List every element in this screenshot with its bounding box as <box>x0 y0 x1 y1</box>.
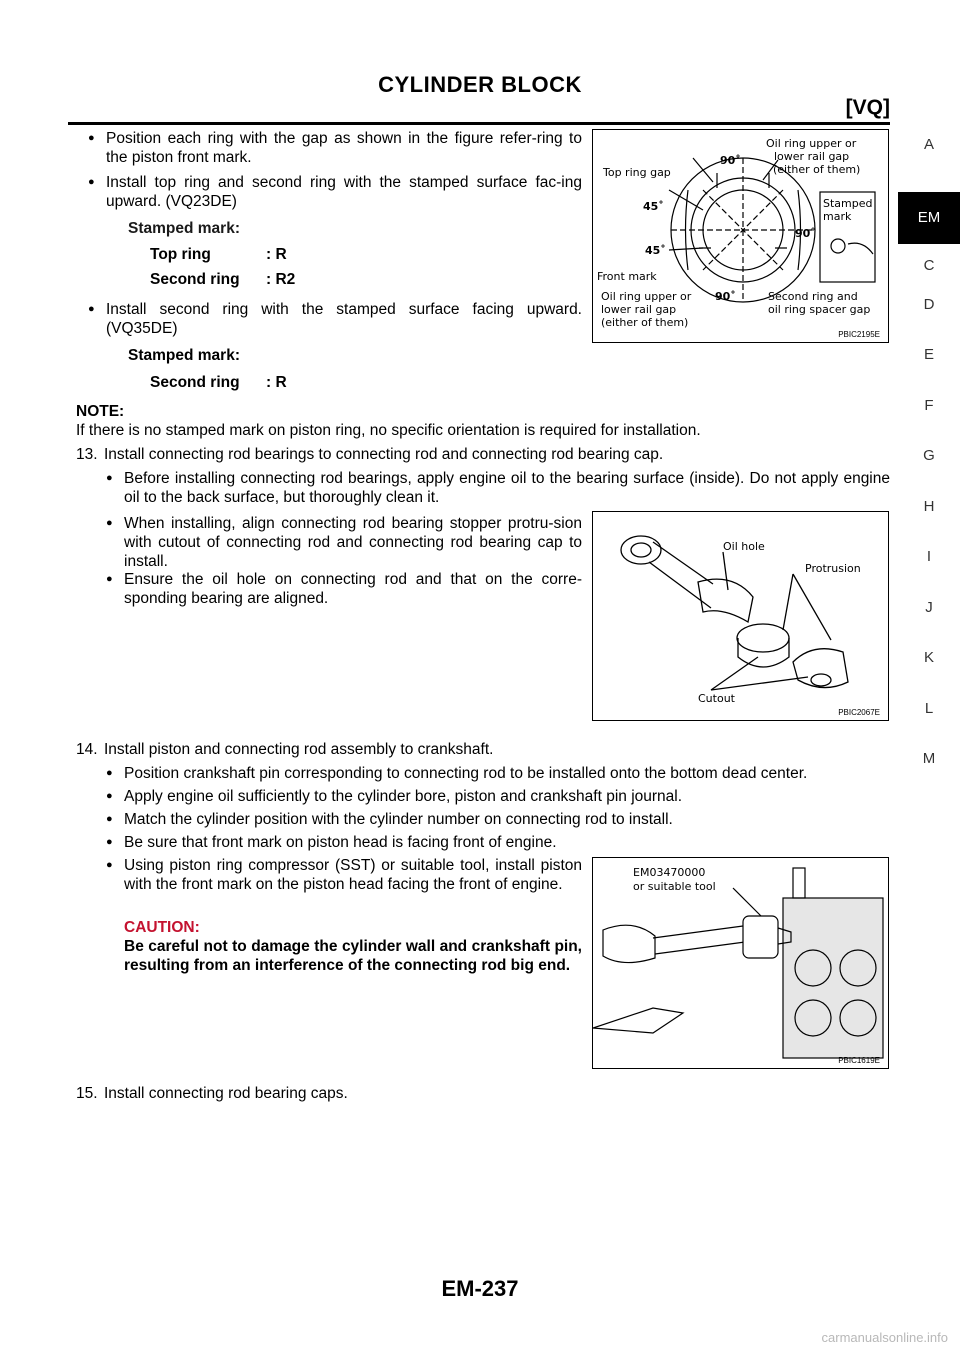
step-text: Install connecting rod bearings to connecting rod and connecting rod bearing cap. <box>104 446 664 463</box>
compressor-instruction: Using piston ring compressor (SST) or suitable tool, install piston with the front mark on the piston head facing the front of engine. <box>124 857 582 893</box>
bullet-icon: ● <box>106 836 113 848</box>
note-label: NOTE: <box>76 403 125 420</box>
crankshaft-pin-instruction: Position crankshaft pin corresponding to connecting rod to be installed onto the bottom dead center. <box>124 765 808 782</box>
vq35de-instruction: Install second ring with the stamped surface facing upward. (VQ35DE) <box>106 301 582 337</box>
mark-label: mark <box>823 210 852 223</box>
stamped-mark-label: Stamped mark: <box>128 220 240 237</box>
cutout-label: Cutout <box>698 692 735 705</box>
page-title: CYLINDER BLOCK <box>378 72 582 97</box>
second-ring-name-2: Second ring <box>150 374 240 391</box>
tab-c[interactable]: C <box>923 257 935 274</box>
note-text: If there is no stamped mark on piston ring, no specific orientation is required for installation. <box>76 422 701 439</box>
bullet-icon: ● <box>106 859 113 871</box>
stamped-mark-label-2: Stamped mark: <box>128 347 240 364</box>
either-of-them-label-2: (either of them) <box>601 316 689 329</box>
step-text: Install connecting rod bearing caps. <box>104 1085 348 1102</box>
compressor-figure <box>592 857 889 1069</box>
tab-d[interactable]: D <box>923 295 935 313</box>
angle-45-upper: 45˚ <box>643 200 664 213</box>
caution-text: Be careful not to damage the cylinder wall and crankshaft pin, resulting from an interference of the connecting rod big end. <box>124 938 582 974</box>
oil-ring-upper-label-2: Oil ring upper or <box>601 290 692 303</box>
cylinder-match-instruction: Match the cylinder position with the cylinder number on connecting rod to install. <box>124 811 673 828</box>
front-mark-instruction: Be sure that front mark on piston head is facing front of engine. <box>124 834 557 851</box>
oil-hole-alignment-instruction: Ensure the oil hole on connecting rod and that on the corre-sponding bearing are aligned. <box>124 571 582 607</box>
second-ring-value-2: : R <box>266 374 287 391</box>
tab-m[interactable]: M <box>922 750 936 767</box>
stamped-label: Stamped <box>823 197 873 210</box>
top-ring-name: Top ring <box>150 246 211 263</box>
top-ring-value: : R <box>266 246 287 263</box>
vq23de-instruction: Install top ring and second ring with the stamped surface fac-ing upward. (VQ23DE) <box>106 174 582 210</box>
compressor-diagram <box>593 858 887 1067</box>
bearing-oil-instruction: Before installing connecting rod bearings, apply engine oil to the bearing surface (inside). Do not apply engine oil to the back surface, but thoroughly clean it. <box>124 470 890 506</box>
bullet-icon: ● <box>106 813 113 825</box>
oil-hole-label: Oil hole <box>723 540 765 553</box>
top-ring-gap-label: Top ring gap <box>603 166 671 179</box>
bullet-icon: ● <box>106 472 113 484</box>
bullet-icon: ● <box>106 573 113 585</box>
bearing-diagram <box>593 512 887 719</box>
figure-code: PBIC2067E <box>838 708 880 717</box>
lower-rail-gap-label-2: lower rail gap <box>601 303 677 316</box>
tab-l[interactable]: L <box>924 699 934 717</box>
ring-gap-figure <box>592 129 889 343</box>
angle-45-lower: 45˚ <box>645 244 666 257</box>
tab-g[interactable]: G <box>923 447 935 464</box>
tab-f[interactable]: F <box>924 396 934 414</box>
tab-h[interactable]: H <box>923 497 935 515</box>
watermark: carmanualsonline.info <box>821 1330 948 1345</box>
angle-90-top: 90˚ <box>720 154 741 167</box>
angle-90-right: 90˚ <box>795 227 816 240</box>
protrusion-label: Protrusion <box>805 562 861 575</box>
bullet-icon: ● <box>88 132 95 144</box>
tab-i[interactable]: I <box>926 548 932 565</box>
tab-j[interactable]: J <box>925 598 933 616</box>
caution-label: CAUTION: <box>124 919 200 936</box>
bullet-icon: ● <box>88 176 95 188</box>
bullet-icon: ● <box>106 517 113 529</box>
tab-em[interactable]: EM <box>898 192 960 244</box>
engine-code: [VQ] <box>845 96 890 119</box>
bullet-icon: ● <box>106 790 113 802</box>
oil-application-instruction: Apply engine oil sufficiently to the cylinder bore, piston and crankshaft pin journal. <box>124 788 683 805</box>
step-number: 15. <box>76 1085 98 1102</box>
tab-a[interactable]: A <box>923 136 934 153</box>
oil-ring-upper-label: Oil ring upper or <box>766 137 857 150</box>
angle-90-bottom: 90˚ <box>715 290 736 303</box>
second-ring-value: : R2 <box>266 271 296 288</box>
stopper-alignment-instruction: When installing, align connecting rod bearing stopper protru-sion with cutout of connecting rod and connecting rod bearing cap to install. <box>124 515 582 570</box>
figure-code: PBIC2195E <box>838 330 880 339</box>
section-tabs <box>898 130 960 800</box>
bullet-icon: ● <box>88 303 95 315</box>
suitable-tool-label: or suitable tool <box>633 880 716 893</box>
ring-gap-instruction: Position each ring with the gap as shown in the figure refer-ring to the piston front mark. <box>106 130 582 166</box>
step-number: 14. <box>76 741 98 758</box>
bullet-icon: ● <box>106 767 113 779</box>
tab-e[interactable]: E <box>923 346 934 363</box>
header-rule <box>68 122 890 125</box>
step-number: 13. <box>76 446 98 463</box>
page-number: EM-237 <box>441 1276 519 1301</box>
second-ring-and-label: Second ring and <box>768 290 858 303</box>
ring-gap-diagram <box>593 130 887 341</box>
lower-rail-gap-label: lower rail gap <box>774 150 850 163</box>
either-of-them-label: (either of them) <box>773 163 861 176</box>
oil-ring-spacer-gap-label: oil ring spacer gap <box>768 303 871 316</box>
bearing-figure <box>592 511 889 721</box>
step-text: Install piston and connecting rod assembly to crankshaft. <box>104 741 494 758</box>
tab-k[interactable]: K <box>923 649 934 666</box>
tool-number-label: EM03470000 <box>633 866 706 879</box>
front-mark-label: Front mark <box>597 270 657 283</box>
second-ring-name: Second ring <box>150 271 240 288</box>
figure-code: PBIC1619E <box>838 1056 880 1065</box>
